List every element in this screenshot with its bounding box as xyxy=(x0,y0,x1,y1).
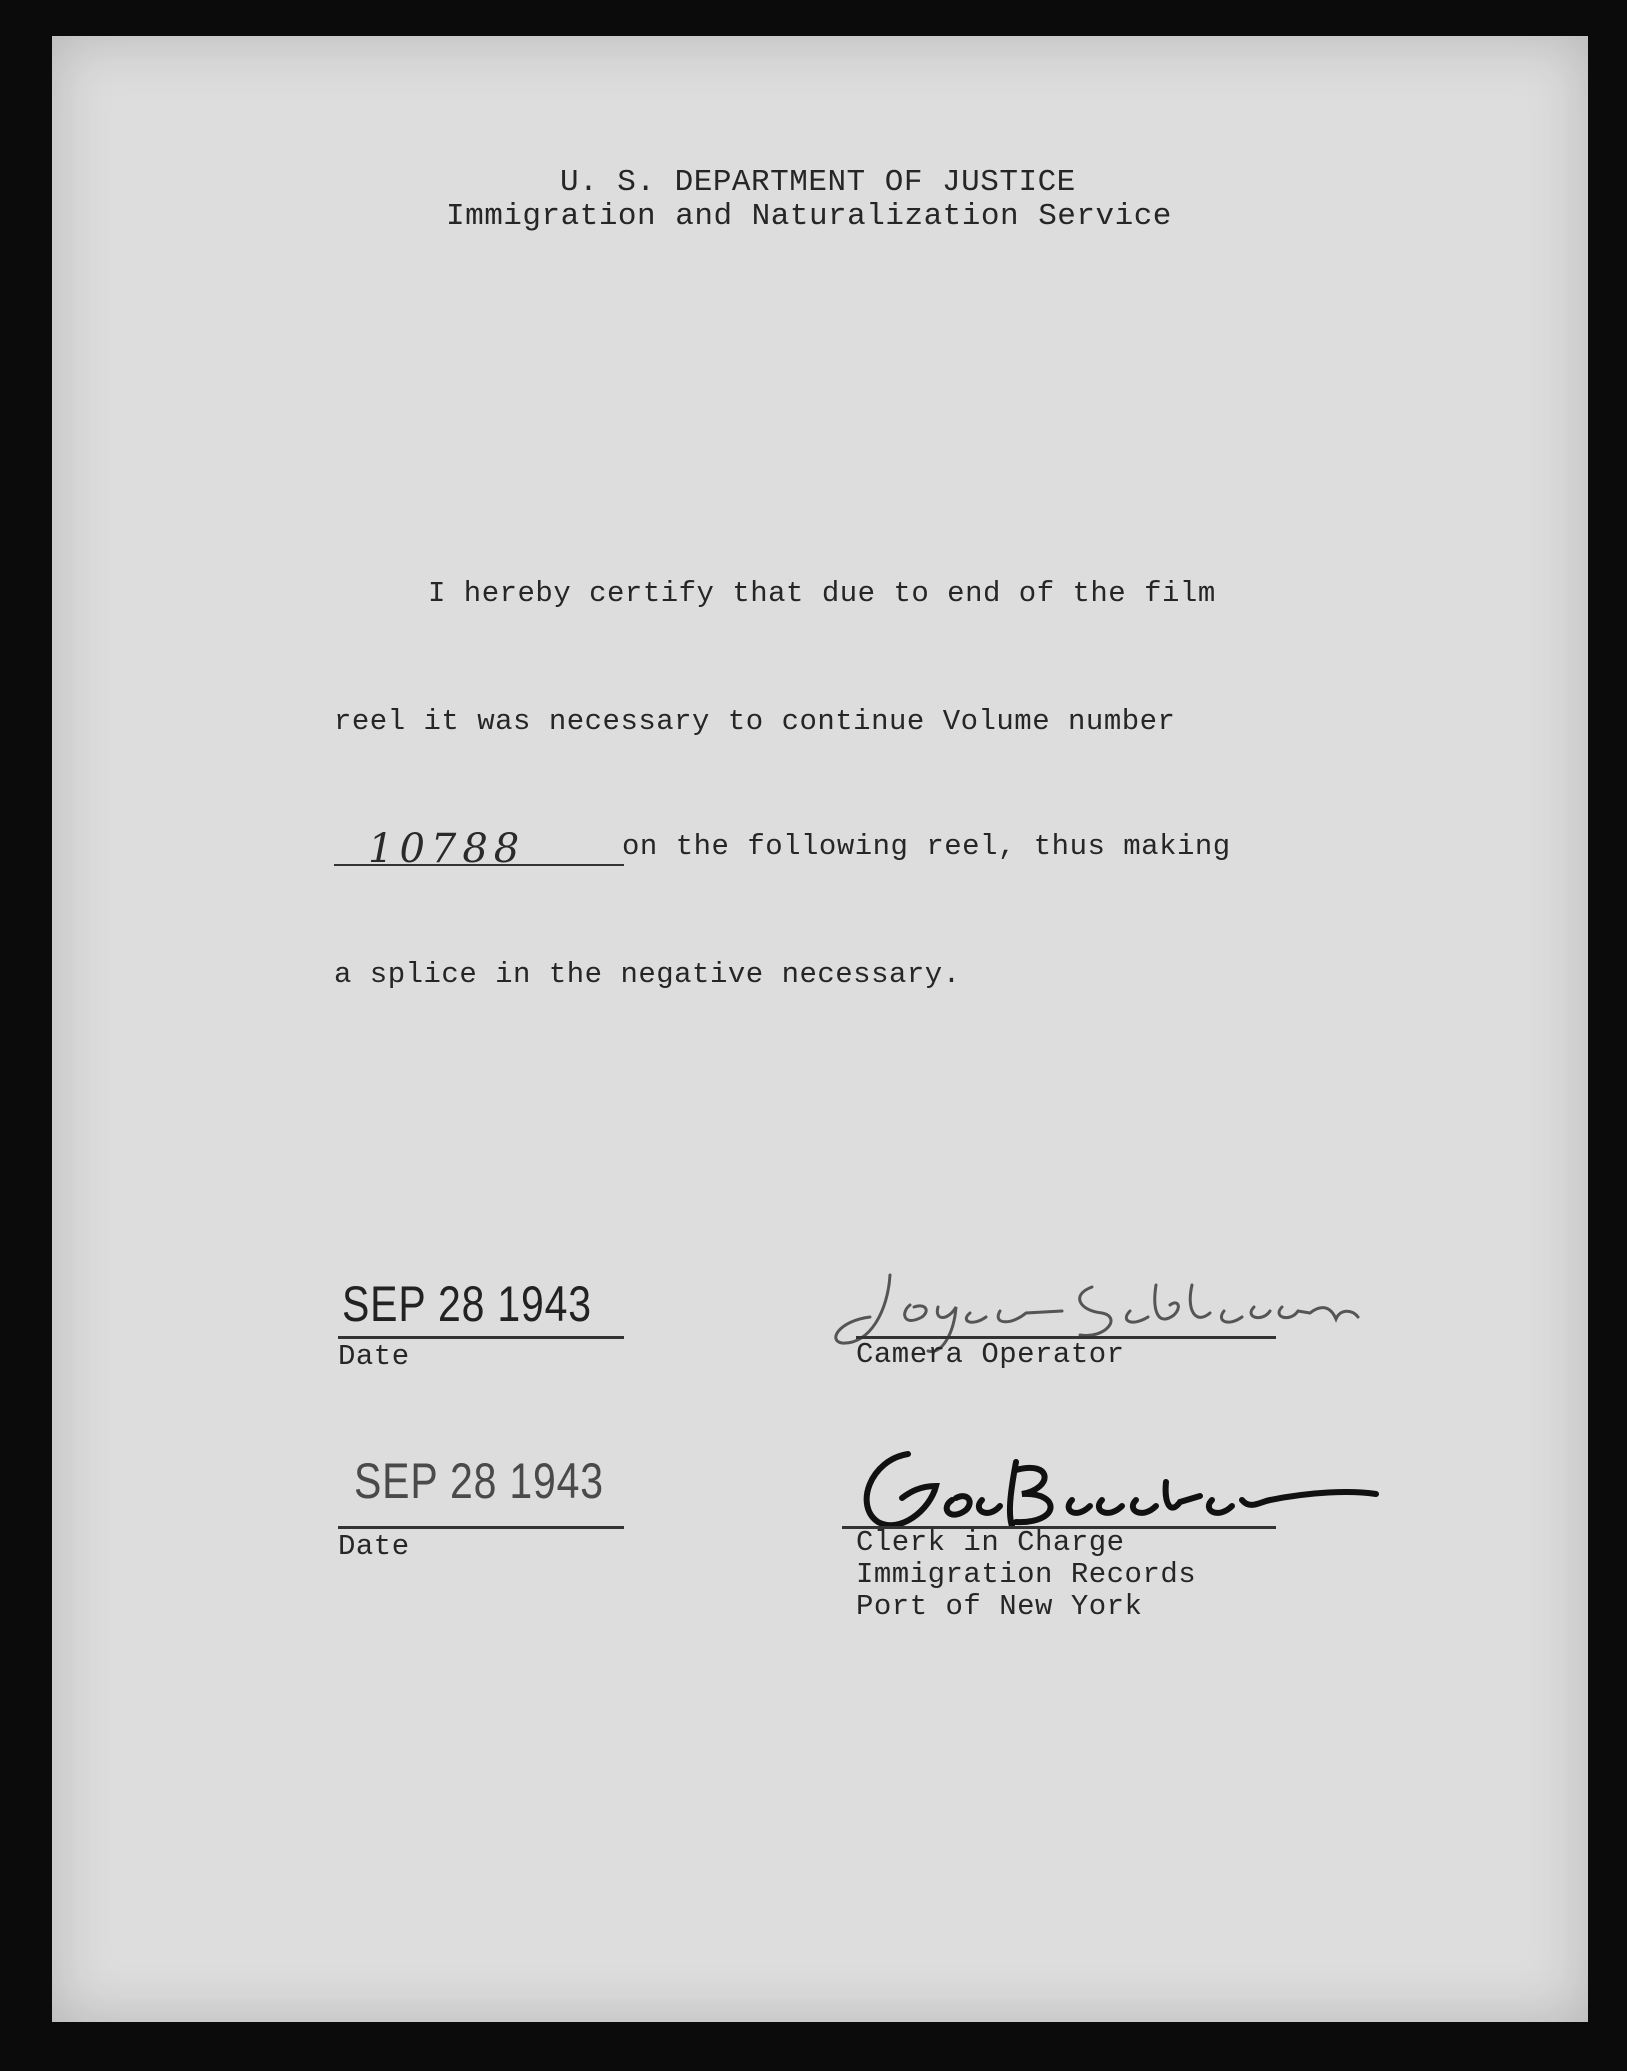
date-rule-2 xyxy=(338,1526,624,1529)
date-label-1: Date xyxy=(338,1340,410,1373)
camera-operator-label: Camera Operator xyxy=(856,1338,1125,1371)
volume-number: 10788 xyxy=(368,826,526,872)
body-line-1: I hereby certify that due to end of the film xyxy=(428,577,1216,610)
header-department: U. S. DEPARTMENT OF JUSTICE xyxy=(560,165,1076,200)
body-line-4: a splice in the negative necessary. xyxy=(334,958,961,991)
clerk-label-title: Clerk in Charge xyxy=(856,1526,1125,1559)
date-label-2: Date xyxy=(338,1530,410,1563)
volume-number-rule xyxy=(334,864,624,866)
date-rule-1 xyxy=(338,1336,624,1339)
document-page xyxy=(52,36,1588,2022)
date-stamp-1: SEP 28 1943 xyxy=(342,1276,592,1332)
body-line-3: on the following reel, thus making xyxy=(622,830,1231,863)
date-stamp-2: SEP 28 1943 xyxy=(354,1453,604,1509)
header-service: Immigration and Naturalization Service xyxy=(446,199,1172,234)
clerk-label-department: Immigration Records xyxy=(856,1558,1197,1591)
clerk-label-location: Port of New York xyxy=(856,1590,1143,1623)
body-line-2: reel it was necessary to continue Volume number xyxy=(334,705,1176,738)
